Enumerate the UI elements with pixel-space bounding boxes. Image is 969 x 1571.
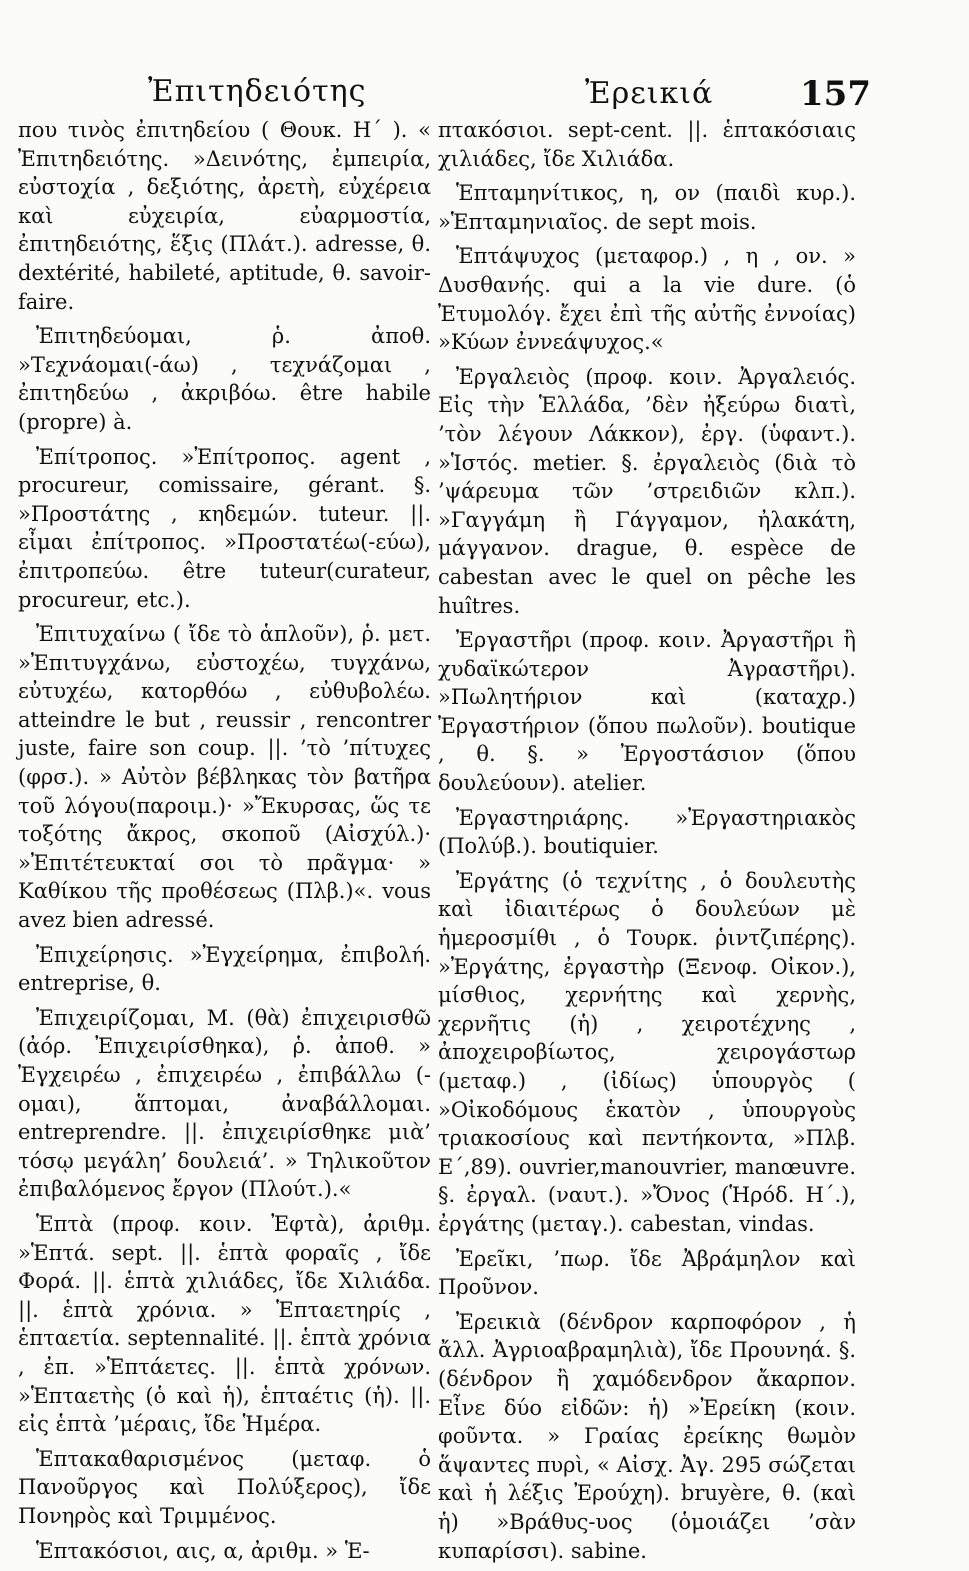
left-headword: Ἐπιτηδειότης	[148, 74, 367, 109]
entry-paragraph: Ἑπταμηνίτικος, η, ον (παιδὶ κυρ.). »Ἑπταμηνιαῖος. de sept mois.	[438, 181, 856, 234]
right-headword: Ἐρεικιά	[585, 76, 714, 111]
right-column	[438, 116, 856, 1571]
entry-paragraph: Ἐρεικιὰ (δένδρον καρποφόρον , ἡ ἄλλ. Ἀγριοαβραμηλιὰ), ἴδε Προυνηά. §. (δένδρον ἢ χαμόδενδρον ἄκαρπον. Εἶνε δύο εἰδῶν: ἡ) »Ἐρείκη (κοιν. φοῦντα. » Γραίας ἐρείκης θωμὸν ἅψαντες πυρὶ, « Αἰσχ. Ἀγ. 295 σώζεται καὶ ἡ λέξις Ἐρούχη). bruyère, θ. (καὶ ἡ) »Βράθυς-υος (ὁμοιάζει ’σὰν κυπαρίσσι). sabine.	[438, 1309, 856, 1563]
entry-paragraph: Ἐπιχείρησις. »Ἐγχείρημα, ἐπιβολή. entreprise, θ.	[18, 942, 431, 996]
entry-paragraph: πτακόσιοι. sept-cent. ||. ἑπτακόσιαις χιλιάδες, ἴδε Χιλιάδα.	[438, 118, 856, 171]
entry-paragraph: Ἐπιτυχαίνω ( ἴδε τὸ ἁπλοῦν), ῥ. μετ. »Ἐπιτυγχάνω, εὐστοχέω, τυγχάνω, εὐτυχέω, κατορθόω , εὐθυβολέω. atteindre le but , reussir , rencontrer juste, faire son coup. ||. ’τὸ ’πίτυχες (φρσ.). » Αὐτὸν βέβληκας τὸν βατῆρα τοῦ λόγου(παροιμ.)· »Ἔκυρσας, ὥς τε τοξότης ἄκρος, σκοποῦ (Αἰσχύλ.)· »Ἐπιτέτευκταί σοι τὸ πρᾶγμα· » Καθίκου τῆς προθέσεως (Πλβ.)«. vous avez bien adressé.	[18, 622, 431, 933]
page-number: 157	[800, 74, 871, 114]
entry-paragraph: Ἑπτακαθαρισμένος (μεταφ. ὁ Πανοῦργος καὶ Πολύξερος), ἴδε Πονηρὸς καὶ Τριμμένος.	[18, 1446, 431, 1528]
entry-paragraph: Ἐρεῖκι, ’πωρ. ἴδε Ἀβράμηλον καὶ Προῦνον.	[438, 1246, 856, 1300]
entry-paragraph: Ἐργάτης (ὁ τεχνίτης , ὁ δουλευτὴς καὶ ἰδιαιτέρως ὁ δουλεύων μὲ ἡμεροσμίθι , ὁ Τουρκ. ῥιντζιπέρης). »Ἐργάτης, ἐργαστὴρ (Ξενοφ. Οἰκον.), μίσθιος, χερνήτης καὶ χερνὴς, χερνῆτις (ἡ) , χειροτέχνης , ἀποχειροβίωτος, χειρογάστωρ (μεταφ.) , (ἰδίως) ὑπουργὸς ( »Οἰκοδόμους ἑκατὸν , ὑπουργοὺς τριακοσίους καὶ πεντήκοντα, »Πλβ. Ε΄,89). ouvrier,manouvrier, manœuvre. §. ἐργαλ. (ναυτ.). »Ὄνος (Ἡρόδ. Η΄.), ἐργάτης (μεταγ.). cabestan, vindas.	[438, 868, 856, 1236]
entry-paragraph: που τινὸς ἐπιτηδείου ( Θουκ. Η΄ ). « Ἐπιτηδειότης. »Δεινότης, ἐμπειρία, εὐστοχία , δεξιότης, ἀρετὴ, εὐχέρεια καὶ εὐχειρία, εὐαρμοστία, ἐπιτηδειότης, ἕξις (Πλάτ.). adresse, θ. dextérité, habileté, aptitude, θ. savoir-faire.	[18, 118, 431, 314]
entry-paragraph: Ἐπίτροπος. »Ἐπίτροπος. agent , procureur, comissaire, gérant. §. »Προστάτης , κηδεμών. tuteur. ||. εἶμαι ἐπίτροπος. »Προστατέω(-εύω), ἐπιτροπεύω. être tuteur(curateur, procureur, etc.).	[18, 444, 431, 612]
entry-paragraph: Ἑπτάψυχος (μεταφορ.) , η , ον. » Δυσθανής. qui a la vie dure. (ὁ Ἐτυμολόγ. ἔχει ἐπὶ τῆς αὐτῆς ἐννοίας) »Κύων ἐννεάψυχος.«	[438, 244, 856, 355]
entry-paragraph: Ἐπιχειρίζομαι, Μ. (θὰ) ἐπιχειρισθῶ (ἀόρ. Ἐπιχειρίσθηκα), ῥ. ἀποθ. » Ἐγχειρέω , ἐπιχειρέω , ἐπιβάλλω (-ομαι), ἅπτομαι, ἀναβάλλομαι. entreprendre. ||. ἐπιχειρίσθηκε μιὰ’ τόσῳ μεγάλη’ δουλειά’. » Τηλικοῦτον ἐπιβαλόμενος ἔργον (Πλούτ.).«	[18, 1005, 431, 1202]
entry-paragraph: Ἐργαστηριάρης. »Ἐργαστηριακὸς (Πολύβ.). boutiquier.	[438, 805, 856, 859]
left-column	[18, 116, 431, 1571]
entry-paragraph: Ἑπτὰ (προφ. κοιν. Ἐφτὰ), ἀριθμ. »Ἑπτά. sept. ||. ἑπτὰ φοραῖς , ἴδε Φορά. ||. ἑπτὰ χιλιάδες, ἴδε Χιλιάδα. ||. ἑπτὰ χρόνια. » Ἑπταετηρίς , ἑπταετία. septennalité. ||. ἑπτὰ χρόνια , ἐπ. »Ἑπτάετες. ||. ἑπτὰ χρόνων. »Ἑπταετὴς (ὁ καὶ ἡ), ἑπταέτις (ἡ). ||. εἰς ἑπτὰ ’μέραις, ἴδε Ἡμέρα.	[18, 1211, 431, 1437]
entry-paragraph: Ἐργαλειὸς (προφ. κοιν. Ἀργαλειός. Εἰς τὴν Ἑλλάδα, ’δὲν ἠξεύρω διατὶ, ’τὸν λέγουν Λάκκον), ἐργ. (ὑφαντ.). »Ἱστός. metier. §. ἐργαλειὸς (διὰ τὸ ’ψάρευμα τῶν ’στρειδιῶν κλπ.). »Γαγγάμη ἢ Γάγγαμον, ἠλακάτη, μάγγανον. drague, θ. espèce de cabestan avec le quel on pêche les huîtres.	[438, 364, 856, 618]
entry-paragraph: Ἑπτακόσιοι, αις, α, ἀριθμ. » Ἑ-	[36, 1538, 370, 1563]
running-header	[0, 70, 969, 120]
entry-paragraph: Ἐπιτηδεύομαι, ῥ. ἀποθ. »Τεχνάομαι(-άω) , τεχνάζομαι , ἐπιτηδεύω , ἀκριβόω. être habile (propre) à.	[18, 324, 431, 434]
entry-paragraph: Ἐργαστῆρι (προφ. κοιν. Ἀργαστῆρι ἢ χυδαϊκώτερον Ἀγραστῆρι). »Πωλητήριον καὶ (καταχρ.) Ἐργαστήριον (ὅπου πωλοῦν). boutique , θ. §. » Ἐργοστάσιον (ὅπου δουλεύουν). atelier.	[438, 628, 856, 796]
